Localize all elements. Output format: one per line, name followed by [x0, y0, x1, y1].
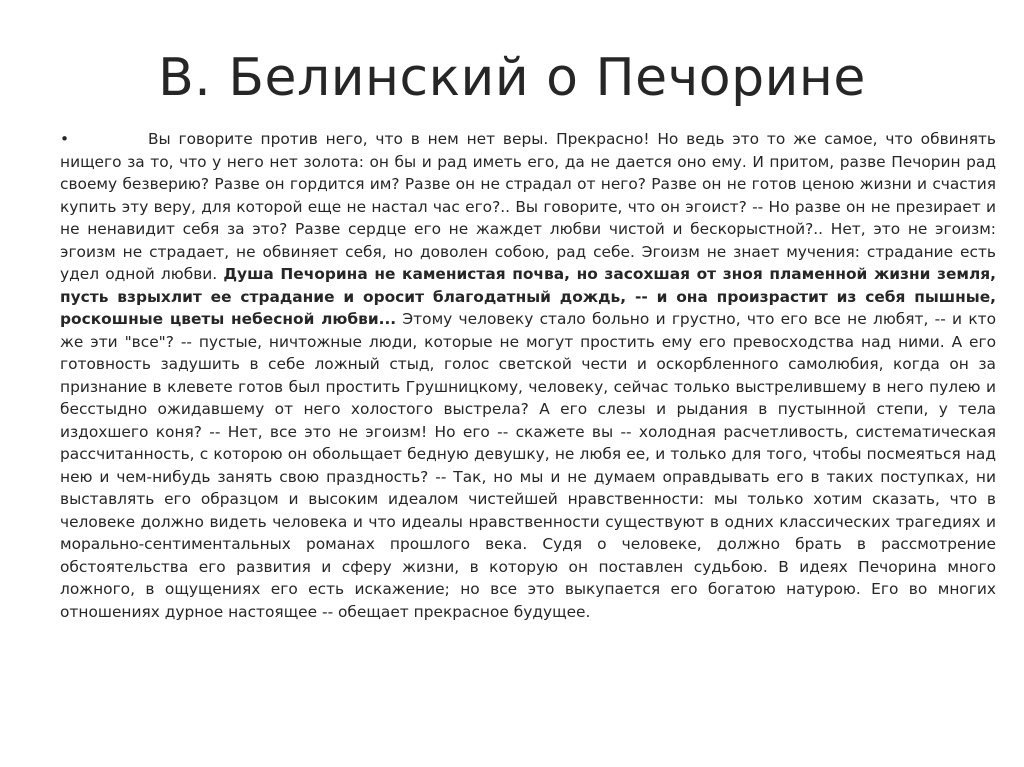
paragraph-text-part-2: Этому человеку стало больно и грустно, что его все не любят, -- и кто же эти "все"? -- пустые, ничтожные люди, которые не могут простить ему его превосходства над ними. А его готовность задушить в себе ложный стыд, голос светской чести и оскорбленного самолюбия, когда он за признание в клевете готов был простить Грушницкому, человеку, сейчас только выстрелившему в него пулею и бесстыдно ожидавшему от него холостого выстрела? А его слезы и рыдания в пустынной степи, у тела издохшего коня? -- Нет, все это не эгоизм! Но его -- скажете вы -- холодная расчетливость, систематическая рассчитанность, с которою он обольщает бедную девушку, не любя ее, и только для того, чтобы посмеяться над нею и чем-нибудь занять свою праздность? -- Так, но мы и не думаем оправдывать его в таких поступках, ни выставлять его образцом и высоким идеалом чистейшей нравственности: мы только хотим сказать, что в человеке должно видеть человека и что идеалы нравственности существуют в одних классических трагедиях и морально-сентиментальных романах прошлого века. Судя о человеке, должно брать в рассмотрение обстоятельства его развития и сферу жизни, в которую он поставлен судьбою. В идеях Печорина много ложного, в ощущениях его есть искажение; но все это выкупается его богатою натурою. Его во многих отношениях дурное настоящее -- обещает прекрасное будущее.	[60, 310, 997, 621]
paragraph-text-part-1: Вы говорите против него, что в нем нет веры. Прекрасно! Но ведь это то же самое, что обвинять нищего за то, что у него нет золота: он бы и рад иметь его, да не дается оно ему. И притом, разве Печорин рад своему безверию? Разве он гордится им? Разве он не страдал от него? Разве он не готов ценою жизни и счастия купить эту веру, для которой еще не настал час его?.. Вы говорите, что он эгоист? -- Но разве он не презирает и не ненавидит себя за это? Разве сердце его не жаждет любви чистой и бескорыстной?.. Нет, это не эгоизм: эгоизм не страдает, не обвиняет себя, но доволен собою, рад себе. Эгоизм не знает мучения: страдание есть удел одной любви.	[60, 130, 996, 283]
slide-body-text	[60, 128, 996, 623]
bullet-marker: •	[60, 130, 70, 148]
slide-title: В. Белинский о Печорине	[158, 48, 866, 108]
paragraph-bold-quote: Душа Печорина не каменистая почва, но засохшая от зноя пламенной жизни земля, пусть взрыхлит ее страдание и оросит благодатный дождь, -- и она произрастит из себя пышные, роскошные цветы небесной любви...	[60, 265, 996, 328]
